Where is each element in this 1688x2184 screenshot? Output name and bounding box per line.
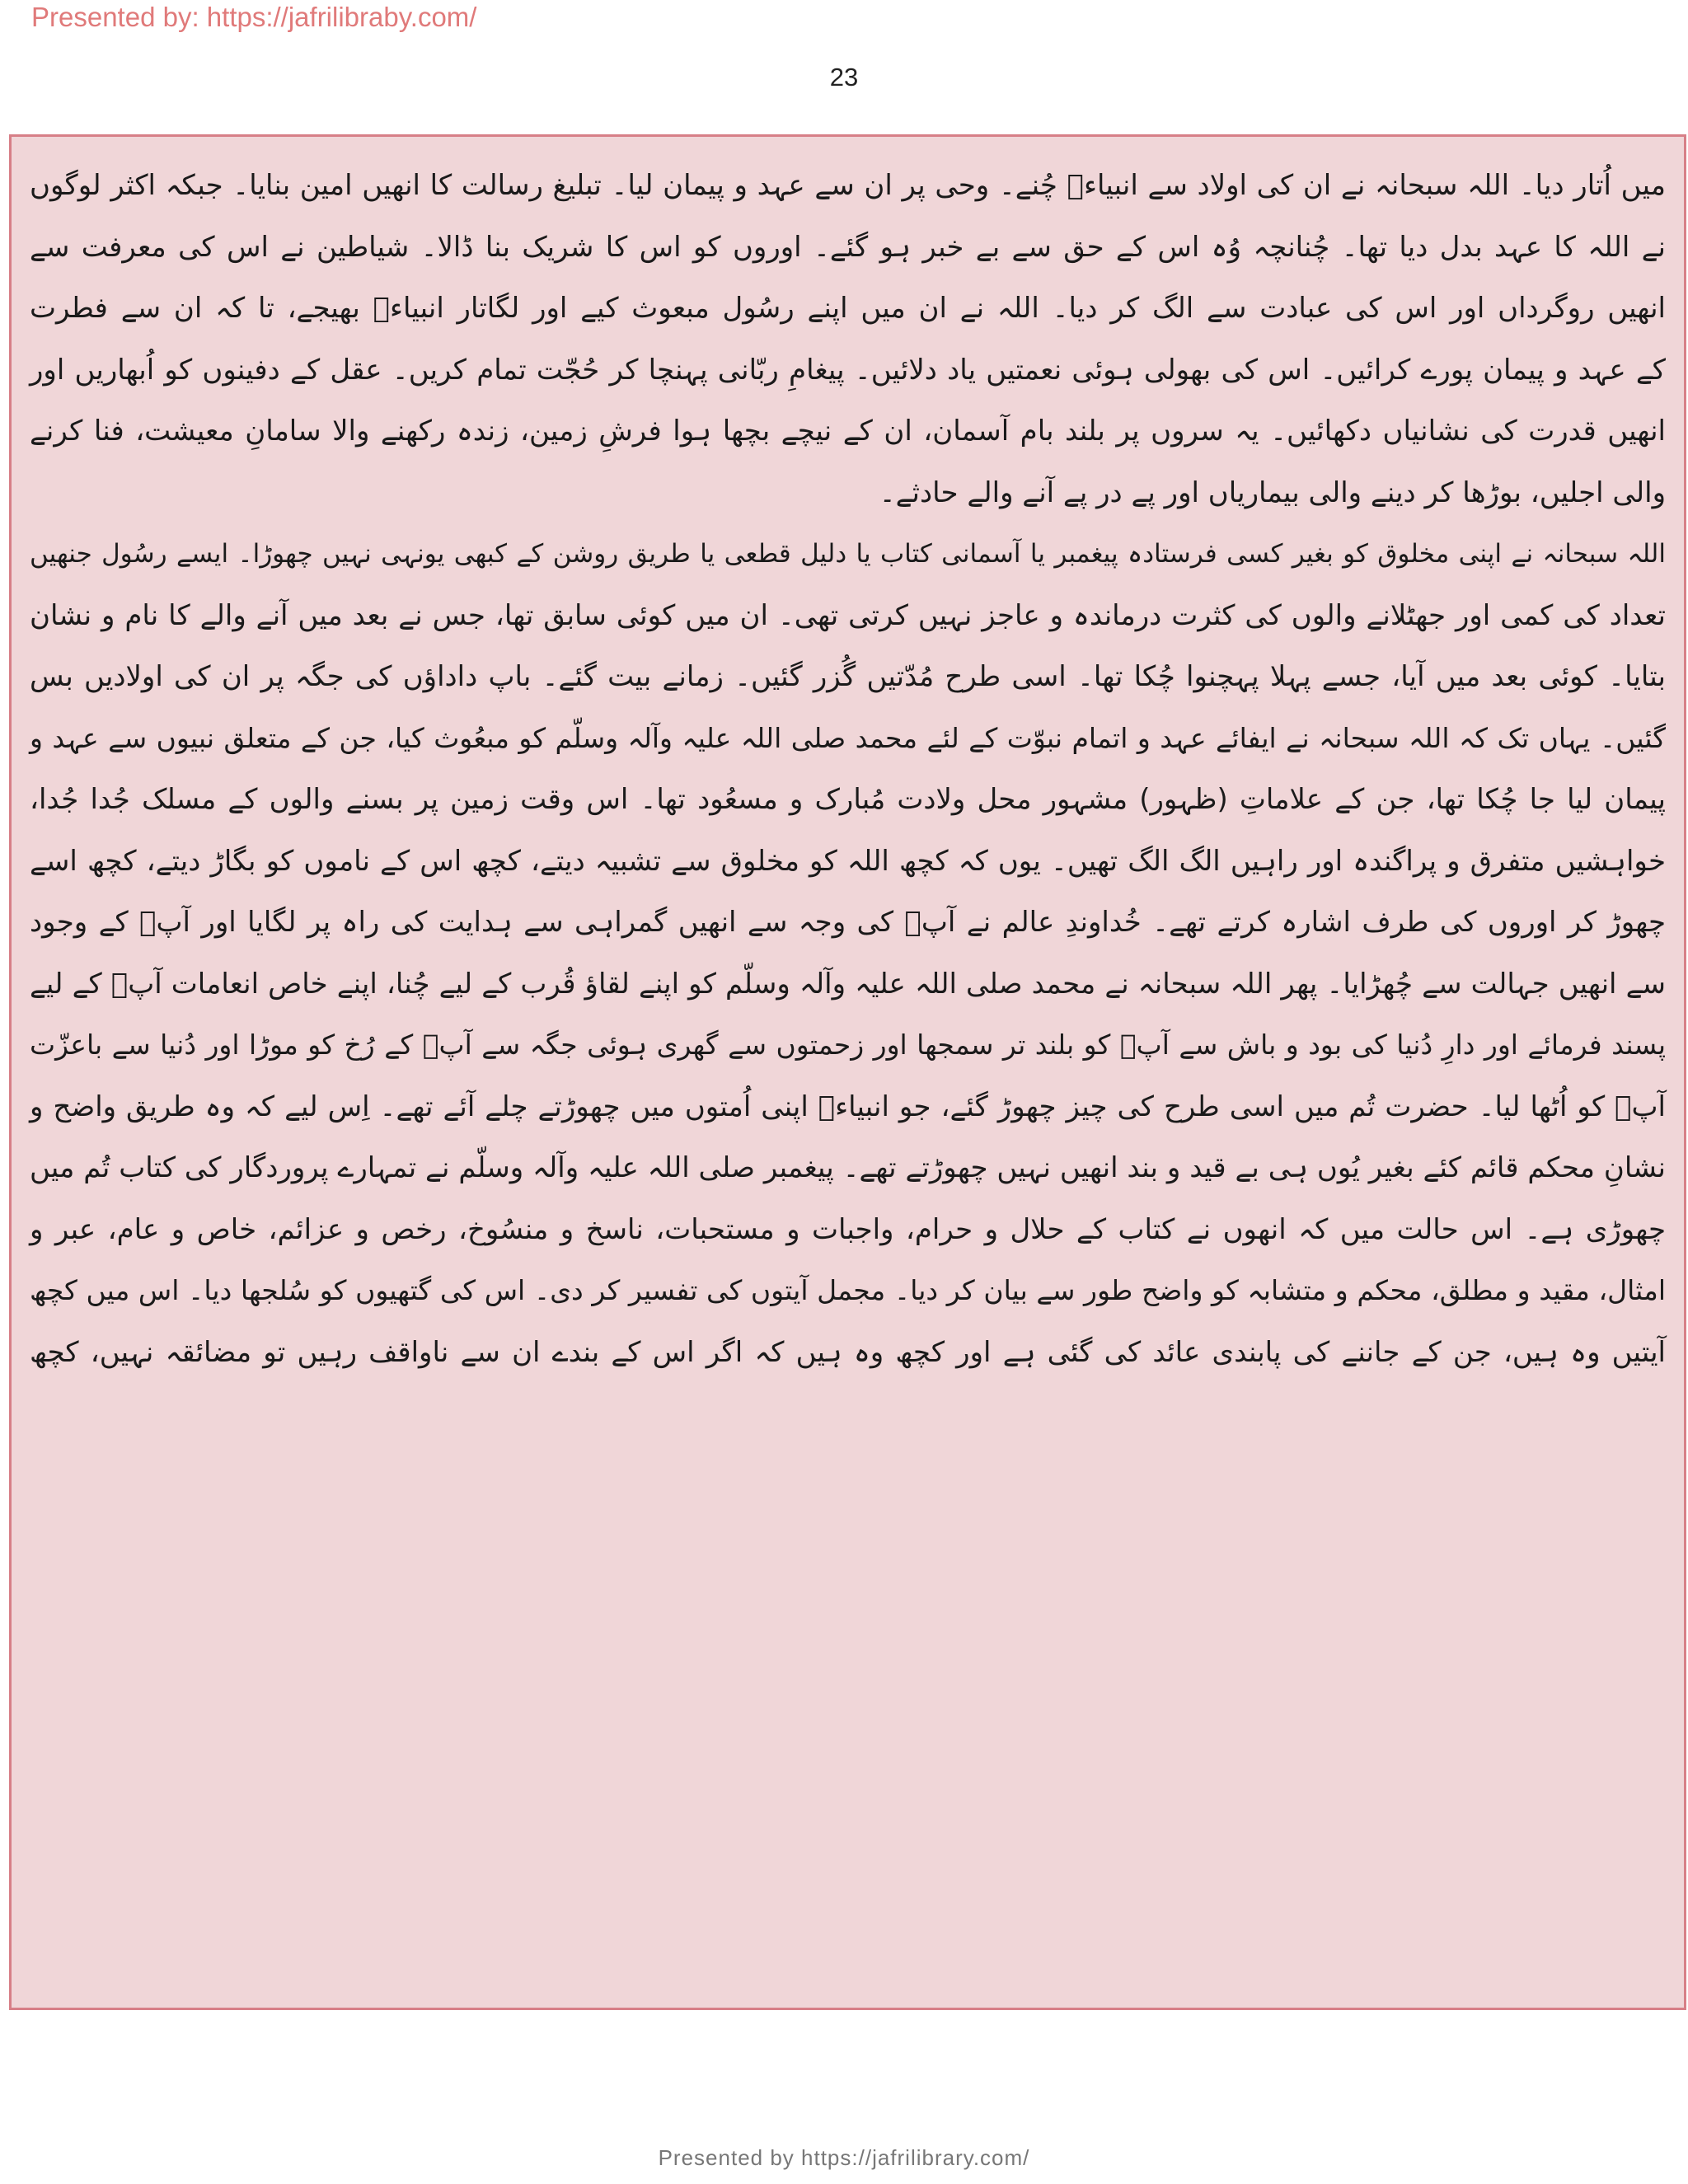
body-line: نے اللہ کا عہد بدل دیا تھا۔ چُنانچہ وُہ اس کے حق سے بے خبر ہو گئے۔ اوروں کو اس کا شریک بنا ڈالا۔ شیاطین نے اس کی معرفت سے xyxy=(30,230,1666,264)
body-line: آیتیں وہ ہیں، جن کے جاننے کی پابندی عائد کی گئی ہے اور کچھ وہ ہیں کہ اگر اس کے بندے ان سے ناواقف رہیں تو مضائقہ نہیں، کچھ xyxy=(30,1335,1666,1369)
content-box xyxy=(9,134,1686,2010)
body-line: چھوڑی ہے۔ اس حالت میں کہ انھوں نے کتاب کے حلال و حرام، واجبات و مستحبات، ناسخ و منسُوخ، رخص و عزائم، خاص و عام، عبر و xyxy=(30,1212,1666,1246)
body-line: تعداد کی کمی اور جھٹلانے والوں کی کثرت درماندہ و عاجز نہیں کرتی تھی۔ ان میں کوئی سابق تھا، جس نے بعد میں آنے والے کا نام و نشان xyxy=(30,598,1666,632)
body-line: گئیں۔ یہاں تک کہ اللہ سبحانہ نے ایفائے عہد و اتمام نبوّت کے لئے محمد صلی اللہ علیہ وآلہ وسلّم کو مبعُوث کیا، جن کے متعلق نبیوں سے عہد و xyxy=(30,721,1666,754)
body-line: انھیں قدرت کی نشانیاں دکھائیں۔ یہ سروں پر بلند بام آسمان، ان کے نیچے بچھا ہوا فرشِ زمین، زندہ رکھنے والا سامانِ معیشت، فنا کرنے xyxy=(30,415,1666,448)
body-line: پسند فرمائے اور دارِ دُنیا کی بود و باش سے آپؐ کو بلند تر سمجھا اور زحمتوں سے گھری ہوئی جگہ سے آپؐ کے رُخ کو موڑا اور دُنیا سے باعزّت xyxy=(30,1029,1666,1061)
body-line: اللہ سبحانہ نے اپنی مخلوق کو بغیر کسی فرستادہ پیغمبر یا آسمانی کتاب یا دلیل قطعی یا طریق روشن کے کبھی یونہی نہیں چھوڑا۔ ایسے رسُول جنھیں xyxy=(30,539,1666,569)
body-line: سے انھیں جہالت سے چُھڑایا۔ پھر اللہ سبحانہ نے محمد صلی اللہ علیہ وآلہ وسلّم کو اپنے لقاؤ قُرب کے لیے چُنا، اپنے خاص انعامات آپؐ کے لیے xyxy=(30,967,1666,1001)
body-line: امثال، مقید و مطلق، محکم و متشابہ کو واضح طور سے بیان کر دیا۔ مجمل آیتوں کی تفسیر کر دی۔ اس کی گتھیوں کو سُلجھا دیا۔ اس میں کچھ xyxy=(30,1274,1666,1306)
body-line: نشانِ محکم قائم کئے بغیر یُوں ہی بے قید و بند انھیں نہیں چھوڑتے تھے۔ پیغمبر صلی اللہ علیہ وآلہ وسلّم نے تمہارے پروردگار کی کتاب تُم میں xyxy=(30,1151,1666,1184)
body-text xyxy=(12,155,1684,1383)
body-line: انھیں روگرداں اور اس کی عبادت سے الگ کر دیا۔ اللہ نے ان میں اپنے رسُول مبعوث کیے اور لگاتار انبیاءؑ بھیجے، تا کہ ان سے فطرت xyxy=(30,292,1666,325)
body-line: والی اجلیں، بوڑھا کر دینے والی بیماریاں اور پے در پے آنے والے حادثے۔ xyxy=(879,476,1666,509)
body-line: چھوڑ کر اوروں کی طرف اشارہ کرتے تھے۔ خُداوندِ عالم نے آپؐ کی وجہ سے انھیں گمراہی سے ہدایت کی راہ پر لگایا اور آپؐ کے وجود xyxy=(30,906,1666,939)
body-line: بتایا۔ کوئی بعد میں آیا، جسے پہلا پہچنوا چُکا تھا۔ اسی طرح مُدّتیں گُزر گئیں۔ زمانے بیت گئے۔ باپ داداؤں کی جگہ پر ان کی اولادیں بس xyxy=(30,660,1666,693)
body-line: میں اُتار دیا۔ اللہ سبحانہ نے ان کی اولاد سے انبیاءؑ چُنے۔ وحی پر ان سے عہد و پیمان لیا۔ تبلیغ رسالت کا انھیں امین بنایا۔ جبکہ اکثر لوگوں xyxy=(30,169,1666,202)
presented-by-link[interactable]: Presented by: https://jafrilibraby.com/ xyxy=(31,2,477,32)
page-number: 23 xyxy=(829,63,859,91)
body-line: کے عہد و پیمان پورے کرائیں۔ اس کی بھولی ہوئی نعمتیں یاد دلائیں۔ پیغامِ ربّانی پہنچا کر حُجّت تمام کریں۔ عقل کے دفینوں کو اُبھاریں اور xyxy=(30,353,1666,387)
body-line: خواہشیں متفرق و پراگندہ اور راہیں الگ الگ تھیں۔ یوں کہ کچھ اللہ کو مخلوق سے تشبیہ دیتے، کچھ اس کے ناموں کو بگاڑ دیتے، کچھ اسے xyxy=(30,844,1666,878)
footer-watermark: Presented by https://jafrilibrary.com/ xyxy=(658,2145,1030,2170)
body-line: آپؐ کو اُٹھا لیا۔ حضرت تُم میں اسی طرح کی چیز چھوڑ گئے، جو انبیاءؑ اپنی اُمتوں میں چھوڑتے چلے آئے تھے۔ اِس لیے کہ وہ طریق واضح و xyxy=(30,1090,1666,1123)
body-line: پیمان لیا جا چُکا تھا، جن کے علاماتِ (ظہور) مشہور محل ولادت مُبارک و مسعُود تھا۔ اس وقت زمین پر بسنے والوں کے مسلک جُدا جُدا، xyxy=(30,783,1666,816)
